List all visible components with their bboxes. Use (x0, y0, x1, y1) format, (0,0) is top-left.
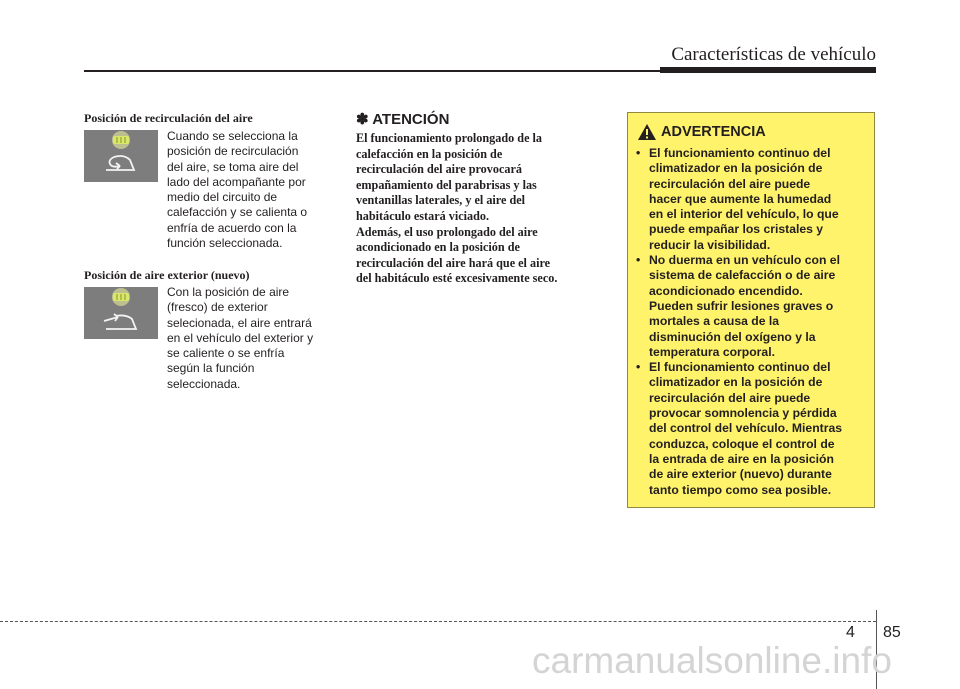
bullet: • (636, 360, 641, 375)
fresh-air-icon (104, 314, 136, 329)
attention-heading-label: ATENCIÓN (372, 111, 450, 128)
attention-heading (356, 110, 449, 128)
fresh-air-description: Con la posición de aire (fresco) de exterior selecionada, el aire entrará en el vehículo del exterior y se caliente o se enfría según la función seleccionada. (167, 285, 314, 391)
attention-body (356, 131, 605, 287)
recirculation-icon (106, 156, 134, 170)
warning-list (628, 146, 868, 498)
attention-paragraph: El funcionamiento prolongado de la calefacción en la posición de recirculación del aire provocará empañamiento del parabrisas y las ventanillas laterales, y el aire del habitáculo estará viciado. (356, 131, 543, 223)
attention-symbol-icon: ✽ (356, 111, 369, 128)
indicator-light-icon (112, 288, 130, 306)
recirc-description: Cuando se selecciona la posición de recirculación del aire, se toma aire del lado del acompañante por medio del circuito de calefacción y se calienta o enfría de acuerdo con la función seleccionada. (167, 129, 308, 251)
page-number: 85 (883, 624, 901, 641)
bullet: • (636, 253, 641, 268)
fresh-air-title: Posición de aire exterior (nuevo) (84, 268, 250, 282)
chapter-number: 4 (846, 624, 855, 641)
page-section-title: Características de vehículo (671, 44, 876, 65)
recirc-button-image (84, 130, 158, 182)
watermark: carmanualsonline.info (532, 640, 892, 681)
warning-item: • No duerma en un vehículo con el sistema de calefacción o de aire acondicionado encendido. Pueden sufrir lesiones graves o mortales a causa de la disminución del oxígeno y la temperatura corporal. (636, 253, 840, 359)
warning-box (627, 112, 875, 508)
warning-item: • El funcionamiento continuo del climatizador en la posición de recirculación del aire puede provocar somnolencia y pérdida del control del vehículo. Mientras conduzca, coloque el control de la entrada de aire en la posición de aire exterior (nuevo) durante tanto tiempo como sea posible. (636, 360, 843, 497)
warning-heading-label: ADVERTENCIA (661, 124, 766, 140)
bullet: • (636, 146, 641, 160)
fresh-air-button-image (84, 287, 158, 339)
attention-paragraph: Además, el uso prolongado del aire acondicionado en la posición de recirculación del aire hará que el aire del habitáculo esté excesivamente seco. (356, 224, 558, 286)
warning-item: • El funcionamiento continuo del climatizador en la posición de recirculación del aire puede hacer que aumente la humedad en el interior del vehículo, lo que puede empañar los cristales y reducir la visibilidad. (636, 146, 839, 252)
recirc-title: Posición de recirculación del aire (84, 111, 253, 125)
warning-heading (637, 123, 766, 141)
indicator-light-icon (112, 131, 130, 149)
header-rule-accent (660, 67, 876, 73)
footer-rule (0, 621, 876, 622)
warning-triangle-icon (637, 123, 657, 141)
